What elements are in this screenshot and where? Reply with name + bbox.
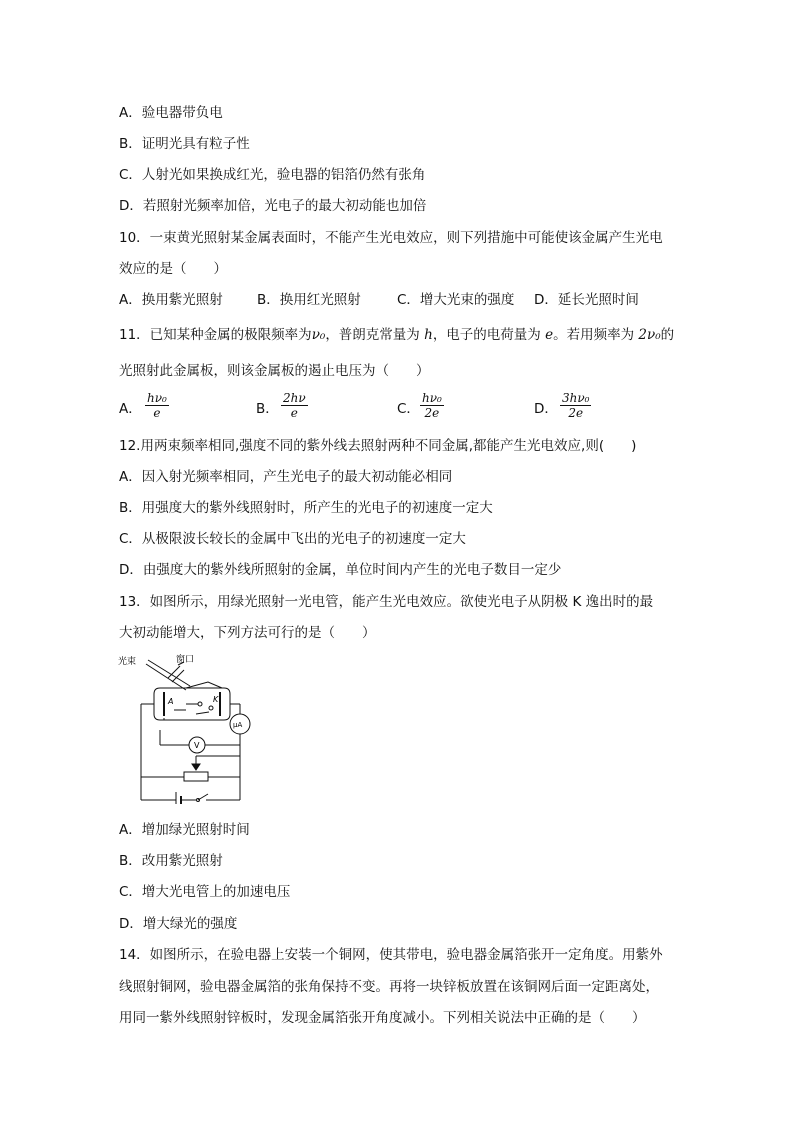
q11-e: e [545, 327, 554, 343]
photoelectric-circuit-figure [116, 652, 266, 804]
q11-stem-line2: 光照射此金属板，则该金属板的遏止电压为（ ） [119, 363, 430, 379]
q12-option-b: B．用强度大的紫外线照射时，所产生的光电子的初速度一定大 [119, 500, 493, 516]
q11-option-c-fraction [420, 391, 444, 420]
q9-option-d: D．若照射光频率加倍，光电子的最大初动能也加倍 [119, 198, 427, 214]
q11-option-b-label: B． [256, 401, 279, 417]
q11-stem-part5: 的 [660, 327, 675, 343]
figure-label-anode: A [168, 697, 174, 706]
q11-stem-part3: ，电子的电荷量为 [432, 327, 541, 343]
q11-two-nu0: 2ν₀ [638, 327, 661, 343]
q10-stem-line1: 10．一束黄光照射某金属表面时，不能产生光电效应，则下列措施中可能使该金属产生光电 [119, 230, 663, 246]
q10-option-a: A．换用紫光照射 [119, 292, 223, 308]
q13-option-c: C．增大光电管上的加速电压 [119, 884, 291, 900]
q11-option-a-label: A． [119, 401, 142, 417]
q13-option-b: B．改用紫光照射 [119, 853, 223, 869]
q13-stem-line2: 大初动能增大，下列方法可行的是（ ） [119, 625, 376, 641]
q12-stem: 12.用两束频率相同,强度不同的紫外线去照射两种不同金属,都能产生光电效应,则( ) [119, 438, 637, 454]
q11-option-c-numerator: hν₀ [422, 391, 442, 405]
q11-option-c-denominator: 2e [424, 406, 440, 420]
figure-label-beam: 光束 [118, 657, 137, 667]
q11-stem-part4: 。若用频率为 [553, 327, 635, 343]
light-beam-line-1 [146, 664, 186, 690]
q14-stem-line2: 线照射铜网，验电器金属箔的张角保持不变。再将一块锌板放置在该铜网后面一定距离处， [119, 979, 659, 995]
rheostat [184, 772, 208, 781]
rheostat-slider [192, 764, 200, 770]
q11-option-d-fraction [560, 391, 591, 420]
q11-option-d-label: D． [534, 401, 558, 417]
switch-lever [198, 794, 208, 800]
electron-arrow-2 [196, 712, 209, 714]
q11-option-a-fraction [145, 391, 169, 420]
q12-option-d: D．由强度大的紫外线所照射的金属，单位时间内产生的光电子数目一定少 [119, 562, 562, 578]
q9-option-a: A．验电器带负电 [119, 105, 223, 121]
q13-stem-line1: 13．如图所示，用绿光照射一光电管，能产生光电效应。欲使光电子从阴极 K 逸出时的最 [119, 594, 654, 610]
tube-window-top [186, 682, 222, 688]
q11-nu0: ν₀ [311, 327, 326, 343]
electron-2 [209, 706, 213, 710]
q10-option-b: B．换用红光照射 [257, 292, 361, 308]
q12-option-c: C．从极限波长较长的金属中飞出的光电子的初速度一定大 [119, 531, 466, 547]
q11-option-c-label: C． [397, 401, 420, 417]
q12-option-a: A．因入射光频率相同，产生光电子的最大初动能必相同 [119, 469, 453, 485]
q11-stem-line1 [119, 326, 674, 344]
q9-option-c: C．人射光如果换成红光，验电器的铝箔仍然有张角 [119, 167, 426, 183]
figure-label-microammeter: μA [233, 721, 243, 729]
q11-stem-part1: 11．已知某种金属的极限频率为 [119, 327, 312, 343]
figure-label-voltmeter: V [194, 741, 200, 750]
q11-option-d-denominator: 2e [568, 406, 584, 420]
q13-option-a: A．增加绿光照射时间 [119, 822, 250, 838]
q11-option-a-denominator: e [153, 406, 161, 420]
q10-stem-line2: 效应的是（ ） [119, 261, 227, 277]
figure-label-window: 窗口 [176, 655, 195, 665]
figure-label-cathode: K [213, 695, 219, 704]
q11-option-b-numerator: 2hν [283, 391, 306, 405]
q11-option-a-numerator: hν₀ [147, 391, 167, 405]
q9-option-b: B．证明光具有粒子性 [119, 136, 250, 152]
q10-option-d: D．延长光照时间 [534, 292, 639, 308]
q11-option-b-fraction [281, 391, 308, 420]
q14-stem-line3: 用同一紫外线照射锌板时，发现金属箔张开角度减小。下列相关说法中正确的是（ ） [119, 1010, 646, 1026]
q10-options [119, 291, 679, 309]
q13-option-d: D．增大绿光的强度 [119, 916, 238, 932]
q11-stem-part2: ，普朗克常量为 [325, 327, 420, 343]
q11-option-d-numerator: 3hν₀ [562, 391, 590, 405]
q11-option-b-denominator: e [290, 406, 298, 420]
electron-1 [198, 702, 202, 706]
q10-option-c: C．增大光束的强度 [397, 292, 515, 308]
q11-h: h [424, 327, 433, 343]
q14-stem-line1: 14．如图所示，在验电器上安装一个铜网，使其带电，验电器金属箔张开一定角度。用紫外 [119, 947, 663, 963]
